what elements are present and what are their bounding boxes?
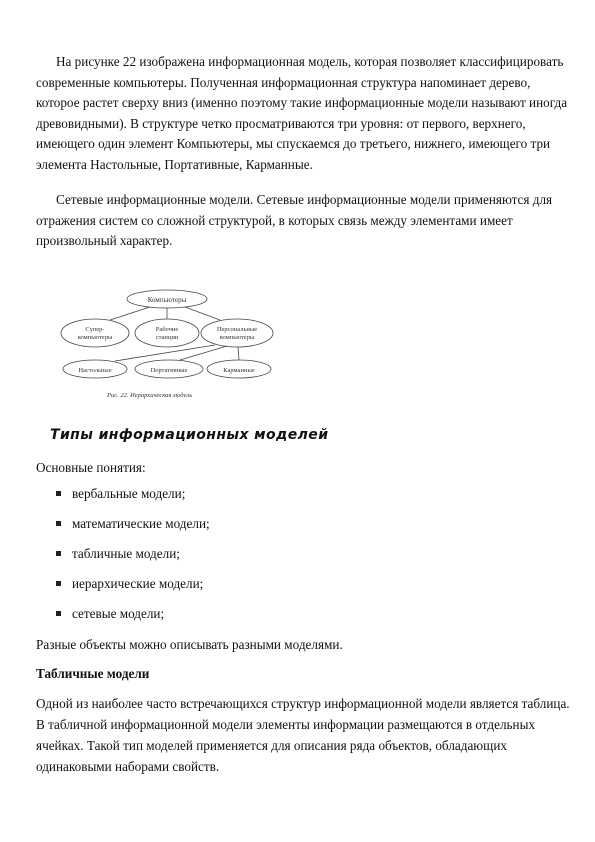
list-item-text: вербальные модели; <box>72 486 186 501</box>
edge-root-super <box>110 307 150 320</box>
node-pocket-label: Карманные <box>223 367 255 374</box>
edge-personal-desktop <box>115 345 215 361</box>
node-portable-label: Портативные <box>150 367 188 374</box>
list-item-text: иерархические модели; <box>72 576 204 591</box>
bullet-icon <box>56 611 61 616</box>
list-item <box>56 545 210 575</box>
basics-label: Основные понятия: <box>36 460 146 475</box>
bullet-icon <box>56 521 61 526</box>
list-item-text: математические модели; <box>72 516 210 531</box>
table-models-paragraph: Одной из наиболее часто встречающихся структур информационной модели является таблица. В табличной информационной модели элементы информации размещаются в отдельных ячейках. Такой тип моделей применяется для описания ряда объектов, обладающих одинаковыми наборами свойств. <box>36 696 570 774</box>
concepts-list <box>56 485 210 635</box>
table-models-heading: Табличные модели <box>36 666 150 681</box>
bullet-icon <box>56 551 61 556</box>
hierarchy-figure <box>55 285 275 405</box>
list-item <box>56 485 210 515</box>
figure-caption: Рис. 22. Иерархическая модель <box>107 392 193 399</box>
node-personal <box>201 319 273 347</box>
various-models-text: Разные объекты можно описывать разными моделями. <box>36 637 343 652</box>
edge-personal-pocket <box>238 347 239 360</box>
network-models-paragraph: Сетевые информационные модели. Сетевые информационные модели применяются для отражения систем со сложной структурой, в которых связь между элементами имеет произвольный характер. <box>36 192 553 248</box>
bullet-icon <box>56 581 61 586</box>
node-super <box>61 319 129 347</box>
node-workstations-label-1: Рабочие <box>155 326 179 333</box>
node-personal-label-2: компьютеры <box>219 334 255 341</box>
node-super-label-1: Супер- <box>85 326 105 333</box>
list-item <box>56 515 210 545</box>
intro-paragraph: На рисунке 22 изображена информационная модель, которая позволяет классифицировать современные компьютеры. Полученная информационная структура напоминает дерево, которое растет сверху вниз (именно поэтому такие информационные модели называют иногда древовидными). В структуре четко просматриваются три уровня: от первого, верхнего, имеющего один элемент Компьютеры, мы спускаемся до третьего, нижнего, имеющего три элемента Настольные, Портативные, Карманные. <box>36 54 568 172</box>
list-item <box>56 575 210 605</box>
node-super-label-2: компьютеры <box>77 334 113 341</box>
node-personal-label-1: Персональные <box>216 326 258 333</box>
list-item <box>56 605 210 635</box>
edge-personal-portable <box>180 346 227 360</box>
node-desktop-label: Настольные <box>78 367 112 374</box>
node-workstations-label-2: станции <box>155 334 179 341</box>
bullet-icon <box>56 491 61 496</box>
node-root-label: Компьютеры <box>147 296 187 304</box>
section-heading: Типы информационных моделей <box>50 427 329 443</box>
list-item-text: табличные модели; <box>72 546 180 561</box>
node-workstations <box>135 319 199 347</box>
list-item-text: сетевые модели; <box>72 606 165 621</box>
edge-root-personal <box>185 307 220 320</box>
